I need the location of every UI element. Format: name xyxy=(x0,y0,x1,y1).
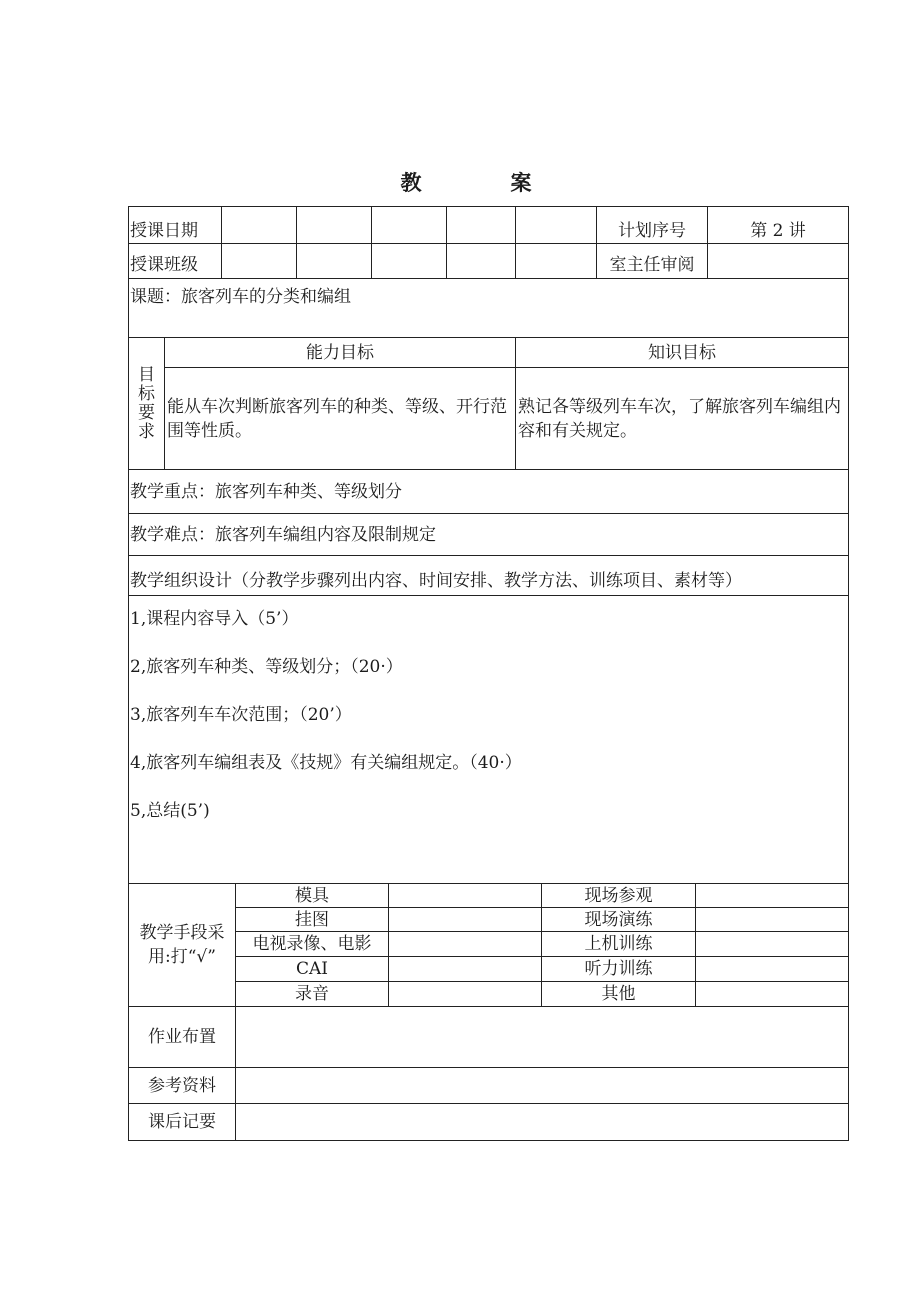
method-check-cell xyxy=(696,982,849,1007)
method-name-cell xyxy=(236,982,389,1007)
goals-side-cell xyxy=(129,338,165,470)
method-check-cell xyxy=(389,982,542,1007)
knowledge-header-cell xyxy=(516,338,849,368)
method-name: 电视录像、电影 xyxy=(252,934,372,954)
ability-line: 围等性质。 xyxy=(167,420,252,441)
ability-header-cell xyxy=(165,338,516,368)
design-step: 3,旅客列车车次范围；（20’） xyxy=(130,705,352,725)
method-check-cell xyxy=(696,884,849,908)
ability-header: 能力目标 xyxy=(306,342,374,363)
design-steps-cell xyxy=(129,596,849,884)
class-cell-1 xyxy=(222,244,297,279)
ability-content-cell xyxy=(165,368,516,470)
knowledge-header: 知识目标 xyxy=(648,342,716,363)
goals-side-label xyxy=(138,366,155,442)
date-cell-4 xyxy=(447,207,516,244)
class-cell-2 xyxy=(297,244,372,279)
class-cell-3 xyxy=(372,244,447,279)
method-name-cell xyxy=(542,908,696,932)
date-label-cell xyxy=(129,207,222,244)
method-name-cell xyxy=(542,884,696,908)
class-label: 授课班级 xyxy=(130,255,198,275)
goals-side-char: 求 xyxy=(138,421,155,442)
method-name: 挂图 xyxy=(295,909,329,930)
method-check-cell xyxy=(389,908,542,932)
notes-label: 课后记要 xyxy=(148,1112,216,1132)
method-name: 录音 xyxy=(295,984,329,1004)
design-step: 4,旅客列车编组表及《技规》有关编组规定。（40·） xyxy=(130,753,522,773)
topic-cell xyxy=(129,279,849,338)
method-check-cell xyxy=(696,908,849,932)
methods-label-line: 教学手段采 xyxy=(139,923,225,943)
key-point: 教学重点：旅客列车种类、等级划分 xyxy=(130,481,402,502)
method-check-cell xyxy=(389,884,542,908)
ability-line: 能从车次判断旅客列车的种类、等级、开行范 xyxy=(167,396,507,417)
design-step: 5,总结(5’) xyxy=(130,801,210,821)
knowledge-text xyxy=(518,395,841,443)
method-check-cell xyxy=(389,957,542,982)
method-name-cell xyxy=(542,982,696,1007)
method-check-cell xyxy=(696,957,849,982)
date-cell-3 xyxy=(372,207,447,244)
plan-no-value-cell xyxy=(708,207,849,244)
date-cell-2 xyxy=(297,207,372,244)
method-name: 听力训练 xyxy=(584,959,653,979)
difficulty-cell xyxy=(129,514,849,556)
goals-side-char: 要 xyxy=(138,402,155,423)
method-check-cell xyxy=(389,932,542,957)
notes-value-cell xyxy=(236,1104,849,1141)
method-name-cell xyxy=(542,957,696,982)
goals-side-char: 目 xyxy=(138,364,155,385)
title-char-2: 案 xyxy=(510,170,532,195)
method-name-cell xyxy=(236,884,389,908)
design-header: 教学组织设计（分教学步骤列出内容、时间安排、教学方法、训练项目、素材等） xyxy=(130,571,742,591)
method-name: 现场参观 xyxy=(584,885,653,906)
ability-text xyxy=(167,395,507,443)
plan-no-label-cell xyxy=(597,207,708,244)
goals-side-char: 标 xyxy=(138,383,155,404)
notes-label-cell xyxy=(129,1104,236,1141)
review-label-cell xyxy=(597,244,708,279)
methods-label-cell xyxy=(129,884,236,1007)
method-name: 现场演练 xyxy=(584,909,653,930)
method-name: CAI xyxy=(296,959,328,979)
review-value-cell xyxy=(708,244,849,279)
homework-value-cell xyxy=(236,1007,849,1068)
method-name: 其他 xyxy=(601,984,636,1004)
references-value-cell xyxy=(236,1068,849,1104)
plan-no-value: 第 2 讲 xyxy=(750,221,806,241)
method-name: 模具 xyxy=(295,885,329,906)
review-label: 室主任审阅 xyxy=(609,255,695,275)
title-char-1: 教 xyxy=(400,170,422,195)
method-check-cell xyxy=(696,932,849,957)
homework-label-cell xyxy=(129,1007,236,1068)
references-label: 参考资料 xyxy=(148,1075,216,1096)
method-name-cell xyxy=(542,932,696,957)
references-label-cell xyxy=(129,1068,236,1104)
knowledge-content-cell xyxy=(516,368,849,470)
date-cell-5 xyxy=(516,207,597,244)
difficulty: 教学难点：旅客列车编组内容及限制规定 xyxy=(130,524,436,545)
method-name-cell xyxy=(236,908,389,932)
class-label-cell xyxy=(129,244,222,279)
class-cell-4 xyxy=(447,244,516,279)
knowledge-line: 熟记各等级列车车次，了解旅客列车编组内 xyxy=(518,396,841,417)
knowledge-line: 容和有关规定。 xyxy=(518,420,637,441)
design-step: 1,课程内容导入（5’） xyxy=(130,609,299,629)
design-header-cell xyxy=(129,556,849,596)
date-label: 授课日期 xyxy=(130,221,198,241)
methods-label-line: 用:打“√” xyxy=(148,947,216,967)
class-cell-5 xyxy=(516,244,597,279)
methods-label xyxy=(140,921,225,969)
lesson-plan-table xyxy=(128,206,849,1141)
design-step: 2,旅客列车种类、等级划分；（20·） xyxy=(130,657,403,677)
method-name-cell xyxy=(236,932,389,957)
method-name-cell xyxy=(236,957,389,982)
topic: 课题：旅客列车的分类和编组 xyxy=(130,287,351,307)
method-name: 上机训练 xyxy=(584,934,653,954)
plan-no-label: 计划序号 xyxy=(618,221,686,241)
date-cell-1 xyxy=(222,207,297,244)
key-point-cell xyxy=(129,470,849,514)
homework-label: 作业布置 xyxy=(148,1027,216,1047)
